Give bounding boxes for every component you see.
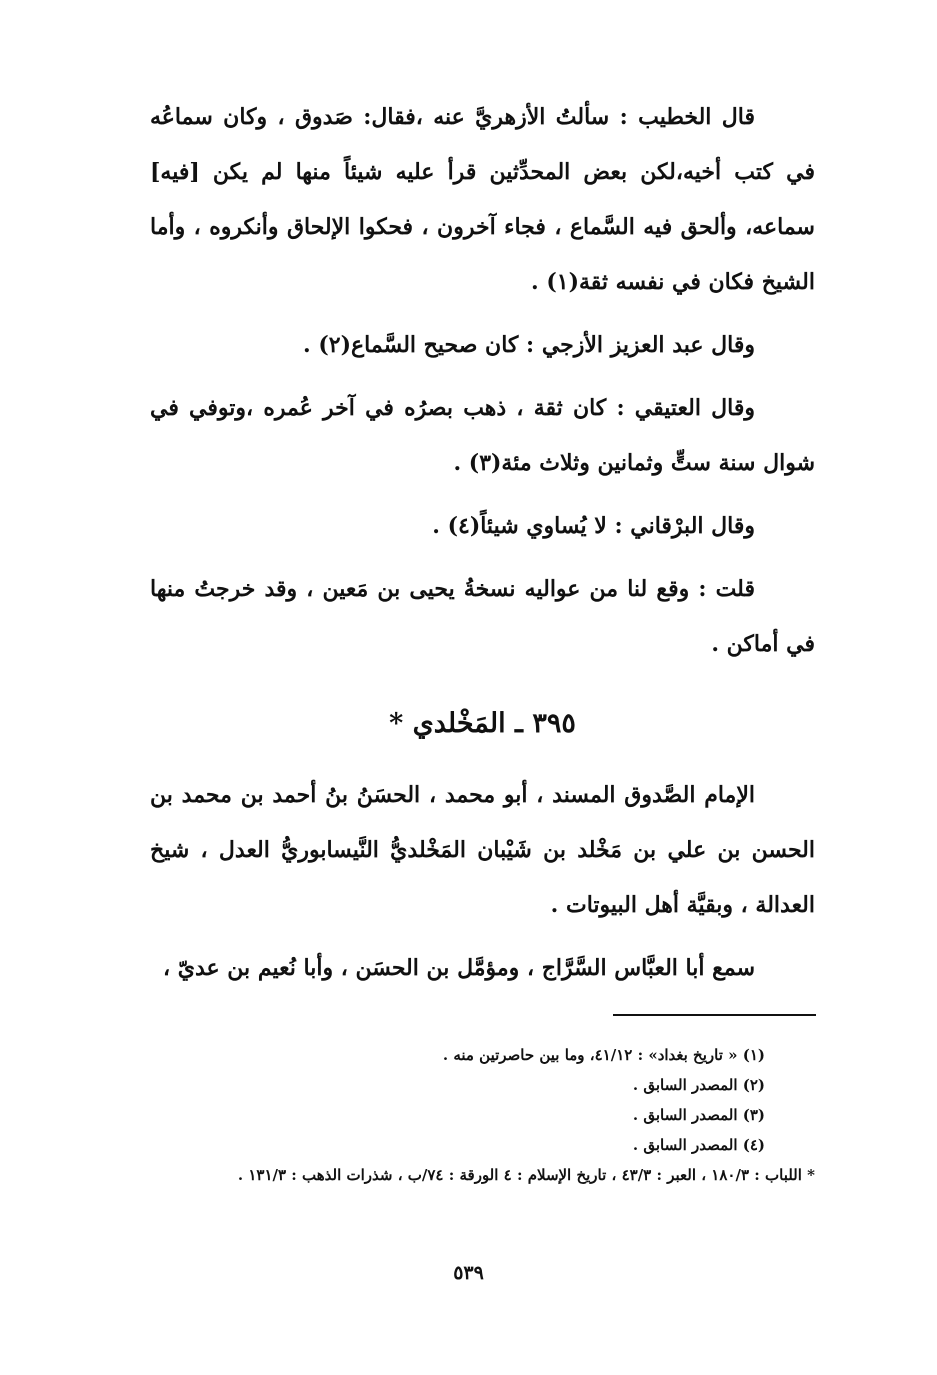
footnotes [150, 1040, 815, 1190]
entry-heading: ٣٩٥ ـ المَخْلدي * [389, 708, 576, 739]
footnote-divider [613, 1014, 816, 1016]
paragraph-teachers: سمع أبا العبَّاس السَّرَّاج ، ومؤمَّل بن الحسَن ، وأبا نُعيم بن عديّ ، [162, 955, 755, 981]
footnote-3: (٣) المصدر السابق . [632, 1106, 765, 1124]
page-number: ٥٣٩ [453, 1262, 484, 1284]
paragraph-azaji: وقال عبد العزيز الأزجي : كان صحيح السَّماع(٢) . [303, 332, 755, 358]
footnote-1: (١) « تاريخ بغداد» : ٤١/١٢، وما بين حاصرتين منه . [442, 1046, 765, 1064]
footnote-2: (٢) المصدر السابق . [632, 1076, 765, 1094]
footnote-4: (٤) المصدر السابق . [632, 1136, 765, 1154]
paragraph-qultu: قلت : وقع لنا من عواليه نسخةُ يحيى بن مَعين ، وقد خرجتُ منها في أماكن . [150, 576, 815, 657]
source-note: * اللباب : ١٨٠/٣ ، العبر : ٤٣/٣ ، تاريخ الإسلام : ٤ الورقة : ٧٤/ب ، شذرات الذهب : ١٣١/٣ . [237, 1166, 815, 1184]
paragraph-barqani: وقال البرْقاني : لا يُساوي شيئاً(٤) . [432, 513, 755, 539]
biography-text [150, 768, 815, 996]
paragraph-atiqi: وقال العتيقي : كان ثقة ، ذهب بصرُه في آخر عُمره ،وتوفي في شوال سنة ستٍّ وثمانين وثلاث مئة(٣) . [150, 395, 815, 476]
paragraph-khatib: قال الخطيب : سألتُ الأزهريَّ عنه ،فقال: صَدوق ، وكان سماعُه في كتب أخيه،لكن بعض المحدِّثين قرأ عليه شيئاً منها لم يكن [فيه] سماعه، وألحق فيه السَّماع ، فجاء آخرون ، فحكوا الإلحاق وأنكروه ، وأما الشيخ فكان في نفسه ثقة(١) . [150, 104, 815, 295]
paragraph-biography: الإمام الصَّدوق المسند ، أبو محمد ، الحسَنُ بنُ أحمد بن محمد بن الحسن بن علي بن مَخْلد بن شَيْبان المَخْلديُّ النَّيسابوريُّ العدل ، شيخ العدالة ، وبقيَّة أهل البيوتات . [150, 782, 815, 918]
upper-text [150, 90, 815, 672]
